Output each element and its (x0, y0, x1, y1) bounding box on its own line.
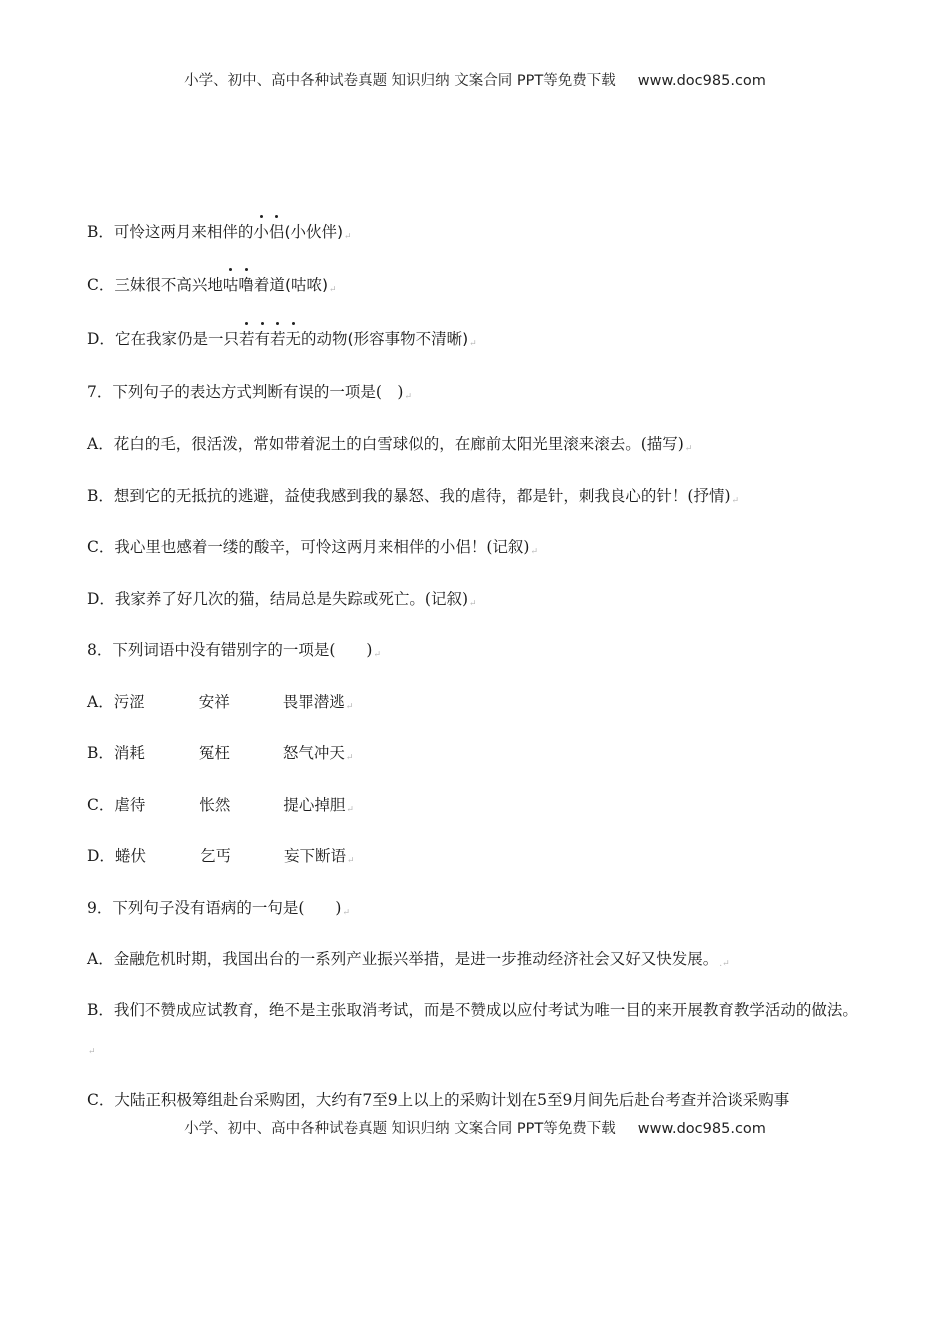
footer-site: www.doc985.com (637, 1121, 766, 1137)
q8-option-c: C．虐待 怅然 提心掉胆↵ (87, 796, 354, 815)
q8-stem: 8．下列词语中没有错别字的一项是( )↵ (87, 641, 382, 660)
q9-option-a: A．金融危机时期，我国出台的一系列产业振兴举措，是进一步推动经济社会又好又快发展。.↵ (87, 950, 730, 969)
q6-option-c: C．三妹很不高兴地咕噜着道(咕哝)↵ (87, 276, 337, 295)
paragraph-mark: ↵ (329, 285, 337, 295)
header-text: 小学、初中、高中各种试卷真题 知识归纳 文案合同 PPT等免费下载 (184, 73, 616, 89)
paragraph-mark: ↵ (344, 232, 352, 242)
q8-option-a: A．污涩 安祥 畏罪潜逃↵ (87, 693, 354, 712)
emphasis-char: 无 (285, 330, 302, 348)
emphasis-char: 若 (238, 330, 255, 348)
emphasis-char: 噜 (238, 276, 254, 294)
emphasis-char: 咕 (222, 276, 239, 294)
q8-option-d: D．蜷伏 乞丐 妄下断语↵ (87, 847, 355, 866)
q7-option-b: B．想到它的无抵抗的逃避，益使我感到我的暴怒、我的虐待，都是针，刺我良心的针！(抒情)↵ (87, 487, 740, 506)
q7-option-d: D．我家养了好几次的猫，结局总是失踪或死亡。(记叙)↵ (87, 590, 477, 609)
q9-option-b: B．我们不赞成应试教育，绝不是主张取消考试，而是不赞成以应付考试为唯一目的来开展教育教学活动的做法。↵ (87, 1001, 858, 1057)
q7-option-c: C．我心里也感着一缕的酸辛，可怜这两月来相伴的小侣！(记叙)↵ (87, 538, 539, 557)
emphasis-char: 侣 (268, 223, 285, 241)
q6-option-d: D．它在我家仍是一只若有若无的动物(形容事物不清晰)↵ (87, 330, 477, 349)
page-footer (0, 1117, 950, 1138)
header-site: www.doc985.com (637, 73, 766, 89)
q9-stem: 9．下列句子没有语病的一句是( )↵ (87, 899, 351, 918)
emphasis-char: 若 (269, 330, 286, 348)
q7-stem: 7．下列句子的表达方式判断有误的一项是( )↵ (87, 383, 413, 402)
emphasis-char: 小 (253, 223, 269, 241)
paragraph-mark: ↵ (469, 339, 477, 349)
q6-option-b: B．可怜这两月来相伴的小侣(小伙伴)↵ (87, 223, 352, 242)
q7-option-a: A．花白的毛，很活泼，常如带着泥土的白雪球似的，在廊前太阳光里滚来滚去。(描写)↵ (87, 435, 693, 454)
q9-option-c: C．大陆正积极筹组赴台采购团，大约有7至9上以上的采购计划在5至9月间先后赴台考查并洽谈采购事 (87, 1091, 790, 1109)
page-header (0, 69, 950, 90)
q8-option-b: B．消耗 冤枉 怒气冲天↵ (87, 744, 354, 763)
emphasis-char: 有 (254, 330, 270, 348)
footer-text: 小学、初中、高中各种试卷真题 知识归纳 文案合同 PPT等免费下载 (184, 1121, 616, 1137)
